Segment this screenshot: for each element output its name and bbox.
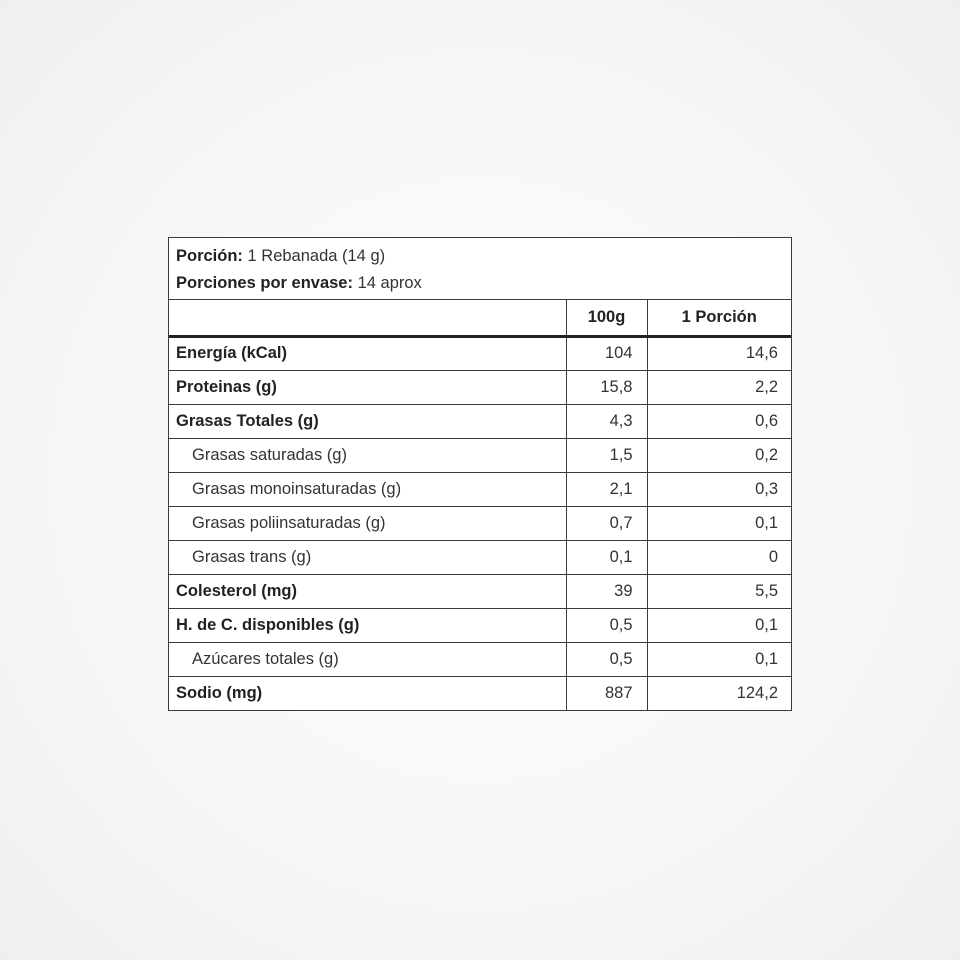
table-row [169,336,791,370]
nutrition-table [169,300,791,710]
value-per-portion: 0,2 [647,438,791,472]
value-per-100g: 887 [566,676,647,710]
table-row [169,608,791,642]
nutrient-name: Colesterol (mg) [169,574,566,608]
value-per-100g: 4,3 [566,404,647,438]
nutrient-name: Grasas trans (g) [169,540,566,574]
value-per-100g: 39 [566,574,647,608]
servings-per-pack-label: Porciones por envase: [176,274,353,292]
servings-per-pack-line [176,270,784,297]
serving-info [169,238,791,300]
servings-per-pack-value: 14 aprox [357,274,422,292]
portion-label: Porción: [176,247,243,265]
value-per-100g: 1,5 [566,438,647,472]
portion-line [176,243,784,270]
table-row [169,404,791,438]
value-per-portion: 0,3 [647,472,791,506]
nutrient-name: Energía (kCal) [169,336,566,370]
value-per-portion: 0,1 [647,608,791,642]
nutrient-column-header [169,300,566,336]
value-per-portion: 2,2 [647,370,791,404]
nutrient-name: Grasas poliinsaturadas (g) [169,506,566,540]
nutrition-facts-label [168,237,792,711]
value-per-100g: 104 [566,336,647,370]
value-per-100g: 0,7 [566,506,647,540]
value-per-100g: 2,1 [566,472,647,506]
nutrient-name: Grasas saturadas (g) [169,438,566,472]
nutrient-name: Grasas Totales (g) [169,404,566,438]
value-per-portion: 0,1 [647,642,791,676]
value-per-portion: 14,6 [647,336,791,370]
nutrient-name: Proteinas (g) [169,370,566,404]
per-100g-column-header: 100g [566,300,647,336]
value-per-portion: 5,5 [647,574,791,608]
nutrient-name: Azúcares totales (g) [169,642,566,676]
value-per-100g: 0,5 [566,642,647,676]
table-row [169,472,791,506]
table-row [169,540,791,574]
table-row [169,642,791,676]
value-per-portion: 0,6 [647,404,791,438]
table-row [169,370,791,404]
nutrient-name: Grasas monoinsaturadas (g) [169,472,566,506]
value-per-portion: 124,2 [647,676,791,710]
nutrient-name: Sodio (mg) [176,683,263,702]
table-row [169,574,791,608]
table-row [169,676,791,710]
table-row [169,438,791,472]
per-portion-column-header: 1 Porción [647,300,791,336]
value-per-portion: 0,1 [647,506,791,540]
value-per-100g: 15,8 [566,370,647,404]
table-row [169,506,791,540]
value-per-portion: 0 [647,540,791,574]
nutrient-name: H. de C. disponibles (g) [169,608,566,642]
value-per-100g: 0,1 [566,540,647,574]
value-per-100g: 0,5 [566,608,647,642]
portion-value: 1 Rebanada (14 g) [247,247,386,265]
table-header-row [169,300,791,336]
